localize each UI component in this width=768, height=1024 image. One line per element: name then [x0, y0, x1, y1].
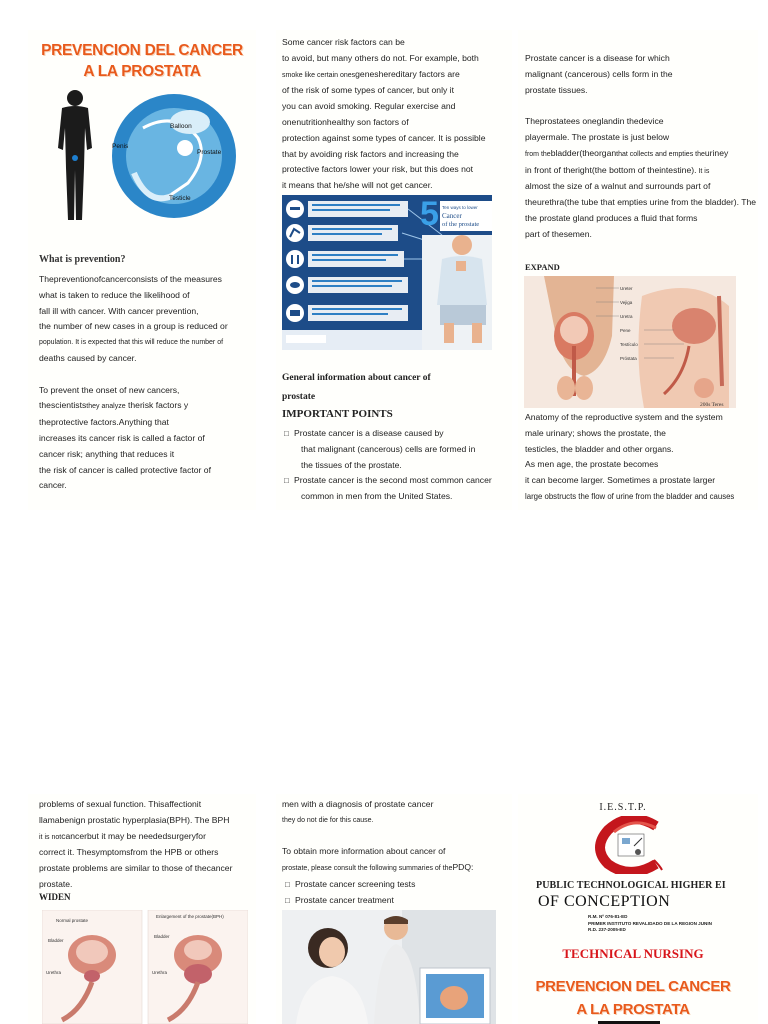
widen-heading: WIDEN — [39, 892, 71, 902]
institute-logo — [590, 816, 676, 874]
institute-name-line-2: OF CONCEPTION — [538, 893, 671, 910]
text-line: men with a diagnosis of prostate cancer — [282, 799, 434, 809]
label-balloon: Balloon — [170, 123, 192, 130]
text-fragment: in front of theright(the bottom of theintestine). — [525, 164, 697, 175]
text-line: the number of new cases in a group is reduced or — [39, 321, 228, 332]
cover-title — [518, 975, 748, 1021]
text-line: Anatomy of the reproductive system and the system — [525, 412, 723, 422]
text-line: Theprostatees oneglandin thedevice — [525, 116, 664, 127]
anatomy-label: Pene — [620, 328, 631, 333]
text-line: it means that he/she will not get cancer. — [282, 180, 433, 191]
text-line: the risk of cancer is called protective factor of — [39, 464, 211, 475]
anatomy-label: Ureter — [620, 286, 633, 291]
bullet-box-icon: □ — [284, 429, 289, 438]
text-fragment: uriney — [704, 147, 729, 158]
bullet-item — [284, 426, 510, 473]
institute-acronym: I.E.S.T.P. — [599, 802, 647, 813]
text-line: the prostate gland produces a fluid that forms — [525, 212, 698, 223]
bullet-text: Prostate cancer treatment — [295, 894, 394, 905]
prostate-infographic — [282, 195, 492, 350]
text-line: R.D. 237-2005-ED — [588, 927, 626, 932]
text-line: what is taken to reduce the likelihood of — [39, 289, 190, 300]
more-info-paragraph — [282, 797, 510, 909]
risk-factors-paragraph — [282, 35, 512, 194]
important-points-heading: IMPORTANT POINTS — [282, 408, 393, 420]
institute-name-line-1: PUBLIC TECHNOLOGICAL HIGHER EI — [536, 880, 726, 891]
text-line: fall ill with cancer. With cancer prevention, — [39, 305, 199, 316]
heading-line: General information about cancer of — [282, 373, 431, 383]
text-line: llamabenign prostatic hyperplasia(BPH). The BPH — [39, 814, 230, 825]
text-line: to avoid, but many others do not. For example, both — [282, 52, 479, 63]
text-line: testicles, the bladder and other organs. — [525, 443, 674, 454]
panel-top-right — [518, 30, 758, 510]
anatomy-label: Vejiga — [620, 300, 633, 305]
text-fragment: cancerbut it may be neededsurgeryfor — [61, 830, 206, 841]
title-line-2: A LA PROSTATA — [83, 63, 201, 80]
text-fragment: they analyze — [86, 403, 126, 411]
text-line: prostate problems are similar to those of thecancer — [39, 863, 233, 874]
heading-line: prostate — [282, 392, 316, 402]
male-anatomy-figure — [524, 276, 736, 408]
text-fragment: it is not — [39, 833, 62, 841]
text-line: deaths caused by cancer. — [39, 352, 137, 363]
text-fragment: bladder(theorgan — [550, 147, 617, 158]
text-line: malignant (cancerous) cells form in the — [525, 68, 673, 79]
prostate-definition-paragraph — [525, 51, 755, 243]
prostate-anatomy-figure — [48, 88, 236, 223]
text-line: common in men from the United States. — [301, 491, 453, 502]
institute-resolution-lines — [588, 914, 712, 934]
bullet-box-icon: □ — [284, 476, 289, 486]
text-line: almost the size of a walnut and surrounds part of — [525, 181, 711, 192]
panel-top-left — [28, 30, 256, 510]
cover-title-line-1: PREVENCION DEL CANCER — [535, 978, 731, 995]
panel-top-middle — [276, 30, 512, 510]
text-line: To obtain more information about cancer of — [282, 846, 446, 857]
text-line: theprotective factors.Anything that — [39, 417, 169, 428]
prevention-paragraph — [39, 272, 239, 494]
text-line: part of thesemen. — [525, 228, 592, 239]
bullet-item — [282, 893, 510, 909]
fig-label-enlarged: Enlargement of the prostate(BPH) — [156, 914, 224, 919]
text-fragment: PDQ: — [452, 862, 474, 873]
text-line: problems of sexual function. Thisaffectionit — [39, 799, 202, 809]
text-line: they do not die for this cause. — [282, 816, 374, 824]
text-line: PRIMER INSTITUTO REVALIDADO DE LA REGION JUNIN — [588, 920, 712, 926]
text-fragment: geneshereditary factors are — [355, 68, 460, 79]
text-line: correct it. Thesymptomsfrom the HPB or others — [39, 847, 219, 858]
fig-label-normal: Normal prostate — [56, 918, 89, 923]
anatomy-caption: 200s Teres — [700, 402, 724, 408]
text-line: population. It is expected that this will reduce the number of — [39, 339, 224, 347]
fig-label-bladder: Bladder — [154, 934, 170, 939]
anatomy-label: Testículo — [620, 342, 638, 347]
panel-bottom-middle — [276, 794, 512, 1024]
text-line: R.M. Nº 076-81-ED — [588, 914, 628, 919]
text-line: Prostate cancer is a disease caused by — [294, 428, 444, 438]
text-line: Prostate cancer is the second most common cancer — [294, 475, 492, 486]
fig-label-urethra: Urethra — [152, 970, 168, 975]
text-fragment: thescientists — [39, 400, 87, 411]
fig-label-bladder: Bladder — [48, 938, 64, 943]
text-line: onenutritionhealthy son factors of — [282, 116, 409, 127]
text-line: cancer risk; anything that reduces it — [39, 448, 175, 459]
text-line: that by avoiding risk factors and increasing the — [282, 148, 459, 159]
text-fragment: It is — [696, 167, 710, 175]
panel-bottom-left — [28, 794, 256, 1024]
text-fragment: therisk factors y — [125, 400, 189, 411]
bph-comparison-figure — [42, 910, 248, 1024]
text-line: playermale. The prostate is just below — [525, 131, 670, 142]
text-line: it can become larger. Sometimes a prostate larger — [525, 475, 716, 486]
infographic-title-2: Cancer — [442, 212, 462, 220]
brochure-title — [28, 40, 256, 82]
text-line: Some cancer risk factors can be — [282, 37, 405, 47]
text-fragment: smoke like certain ones — [282, 71, 356, 79]
text-line: prostate tissues. — [525, 84, 588, 95]
anatomy-label: Próstata — [620, 356, 637, 361]
bph-paragraph — [39, 797, 254, 893]
text-fragment: from the — [525, 150, 551, 158]
important-points-list — [284, 426, 510, 505]
infographic-title-3: of the prostate — [442, 221, 480, 228]
text-line: the tissues of the prostate. — [301, 459, 402, 470]
infographic-number: 5 — [420, 195, 439, 233]
title-line-1: PREVENCION DEL CANCER — [41, 42, 243, 59]
expand-heading: EXPAND — [525, 262, 560, 272]
text-line: you can avoid smoking. Regular exercise and — [282, 101, 456, 112]
text-line: protection against some types of cancer. It is possible — [282, 132, 486, 143]
anatomy-paragraph — [525, 410, 755, 505]
text-line: To prevent the onset of new cancers, — [39, 384, 180, 395]
panel-bottom-right — [518, 794, 758, 1024]
text-line: that malignant (cancerous) cells are formed in — [301, 443, 476, 454]
cover-title-line-2: A LA PROSTATA — [576, 1001, 690, 1018]
bullet-text: Prostate cancer screening tests — [295, 878, 416, 889]
text-line: of the risk of some types of cancer, but only it — [282, 85, 454, 96]
text-line: Prostate cancer is a disease for which — [525, 53, 670, 63]
text-line: protective factors lower your risk, but this does not — [282, 164, 474, 175]
text-line: large obstructs the flow of urine from the bladder and causes — [525, 491, 735, 501]
what-is-prevention-heading: What is prevention? — [39, 254, 126, 265]
text-line: theurethra(the tube that empties urine from the bladder). The — [525, 197, 757, 208]
label-testicle: Testicle — [169, 195, 191, 202]
infographic-title-1: Ten ways to lower — [442, 205, 478, 210]
text-line: male urinary; shows the prostate, the — [525, 427, 666, 438]
text-line: increases its cancer risk is called a factor of — [39, 432, 205, 443]
fig-label-urethra: Urethra — [46, 970, 62, 975]
bullet-box-icon: □ — [285, 879, 290, 889]
text-line: As men age, the prostate becomes — [525, 459, 659, 470]
label-prostate: Prostate — [197, 149, 222, 156]
label-penis: Penis — [112, 143, 129, 150]
bullet-box-icon: □ — [285, 895, 290, 905]
text-line: cancer. — [39, 480, 67, 491]
bullet-item — [284, 473, 510, 505]
anatomy-label: Uretra — [620, 314, 633, 319]
general-info-heading — [282, 369, 431, 407]
text-line: Thepreventionofcancerconsists of the measures — [39, 274, 222, 284]
text-line: prostate. — [39, 878, 73, 889]
program-name: TECHNICAL NURSING — [562, 946, 704, 961]
text-fragment: that collects and empties the — [616, 150, 705, 158]
doctor-patient-photo — [282, 910, 496, 1024]
text-fragment: prostate, please consult the following summaries of the — [282, 865, 453, 873]
bullet-item — [282, 877, 510, 893]
